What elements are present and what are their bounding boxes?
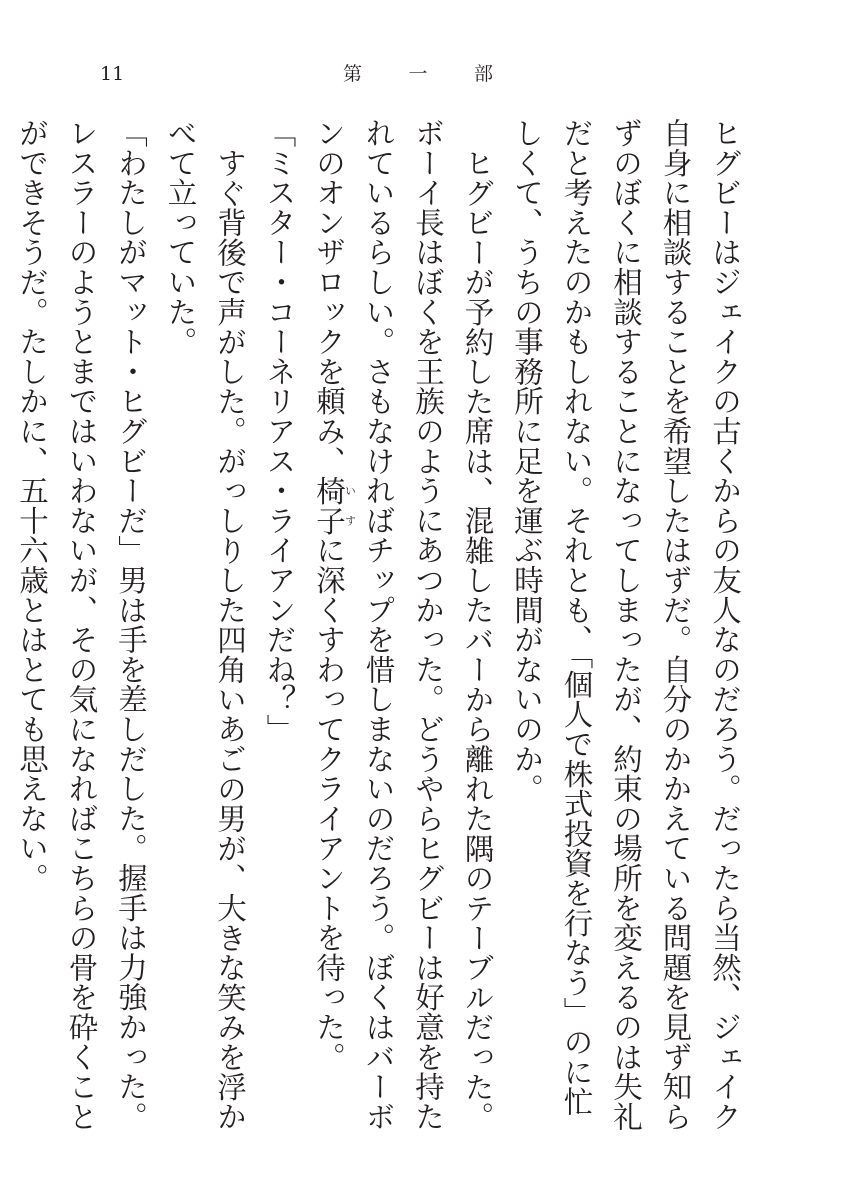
paragraph: すぐ背後で声がした。がっしりした四角いあごの男が、大きな笑みを浮かべて立っていた。 bbox=[163, 118, 247, 1131]
running-head bbox=[343, 62, 493, 86]
paragraph bbox=[304, 118, 502, 1138]
ruby-word bbox=[312, 475, 357, 536]
body-text bbox=[0, 118, 749, 1138]
paragraph: ヒグビーはジェイクの古くからの友人なのだろう。だったら当然、ジェイク自身に相談することを希望したはずだ。自分のかかえている問題を見ず知らずのぼくに相談することになってしまったが、約束の場所を変えるのは失礼だと考えたのかもしれない。それとも、「個人で株式投資を行なう」のに忙しくて、うちの事務所に足を運ぶ時間がないのか。 bbox=[510, 118, 742, 1132]
running-head-char: 一 bbox=[408, 63, 428, 85]
page-number: 11 bbox=[100, 63, 125, 85]
paragraph-text: に深くすわってクライアントを待った。 bbox=[312, 535, 346, 1072]
running-head-char: 第 bbox=[343, 63, 363, 85]
dialogue-line bbox=[0, 118, 7, 1138]
ruby-base: 椅子 bbox=[312, 475, 346, 536]
paragraph-text: ヒグビーが予約した席は、混雑したバーから離れた隅のテーブルだった。ボーイ長はぼくを王族のようにあつかった。どうやらヒグビーは好意を持たれているらしい。さもなければチップを惜しまないのだろう。ぼくはバーボンのオンザロックを頼み、 bbox=[312, 118, 495, 1132]
ruby-reading: いす bbox=[343, 475, 357, 536]
running-head-char: 部 bbox=[473, 63, 493, 85]
dialogue-line: 「わたしがマット・ヒグビーだ」男は手を差しだした。握手は力強かった。レスラーのようとまではいわないが、その気になればこちらの骨を砕くことができそうだ。たしかに、五十六歳とはとても思えない。 bbox=[15, 118, 148, 1132]
dialogue-line: 「ミスター・コーネリアス・ライアンだね？」 bbox=[262, 118, 297, 744]
